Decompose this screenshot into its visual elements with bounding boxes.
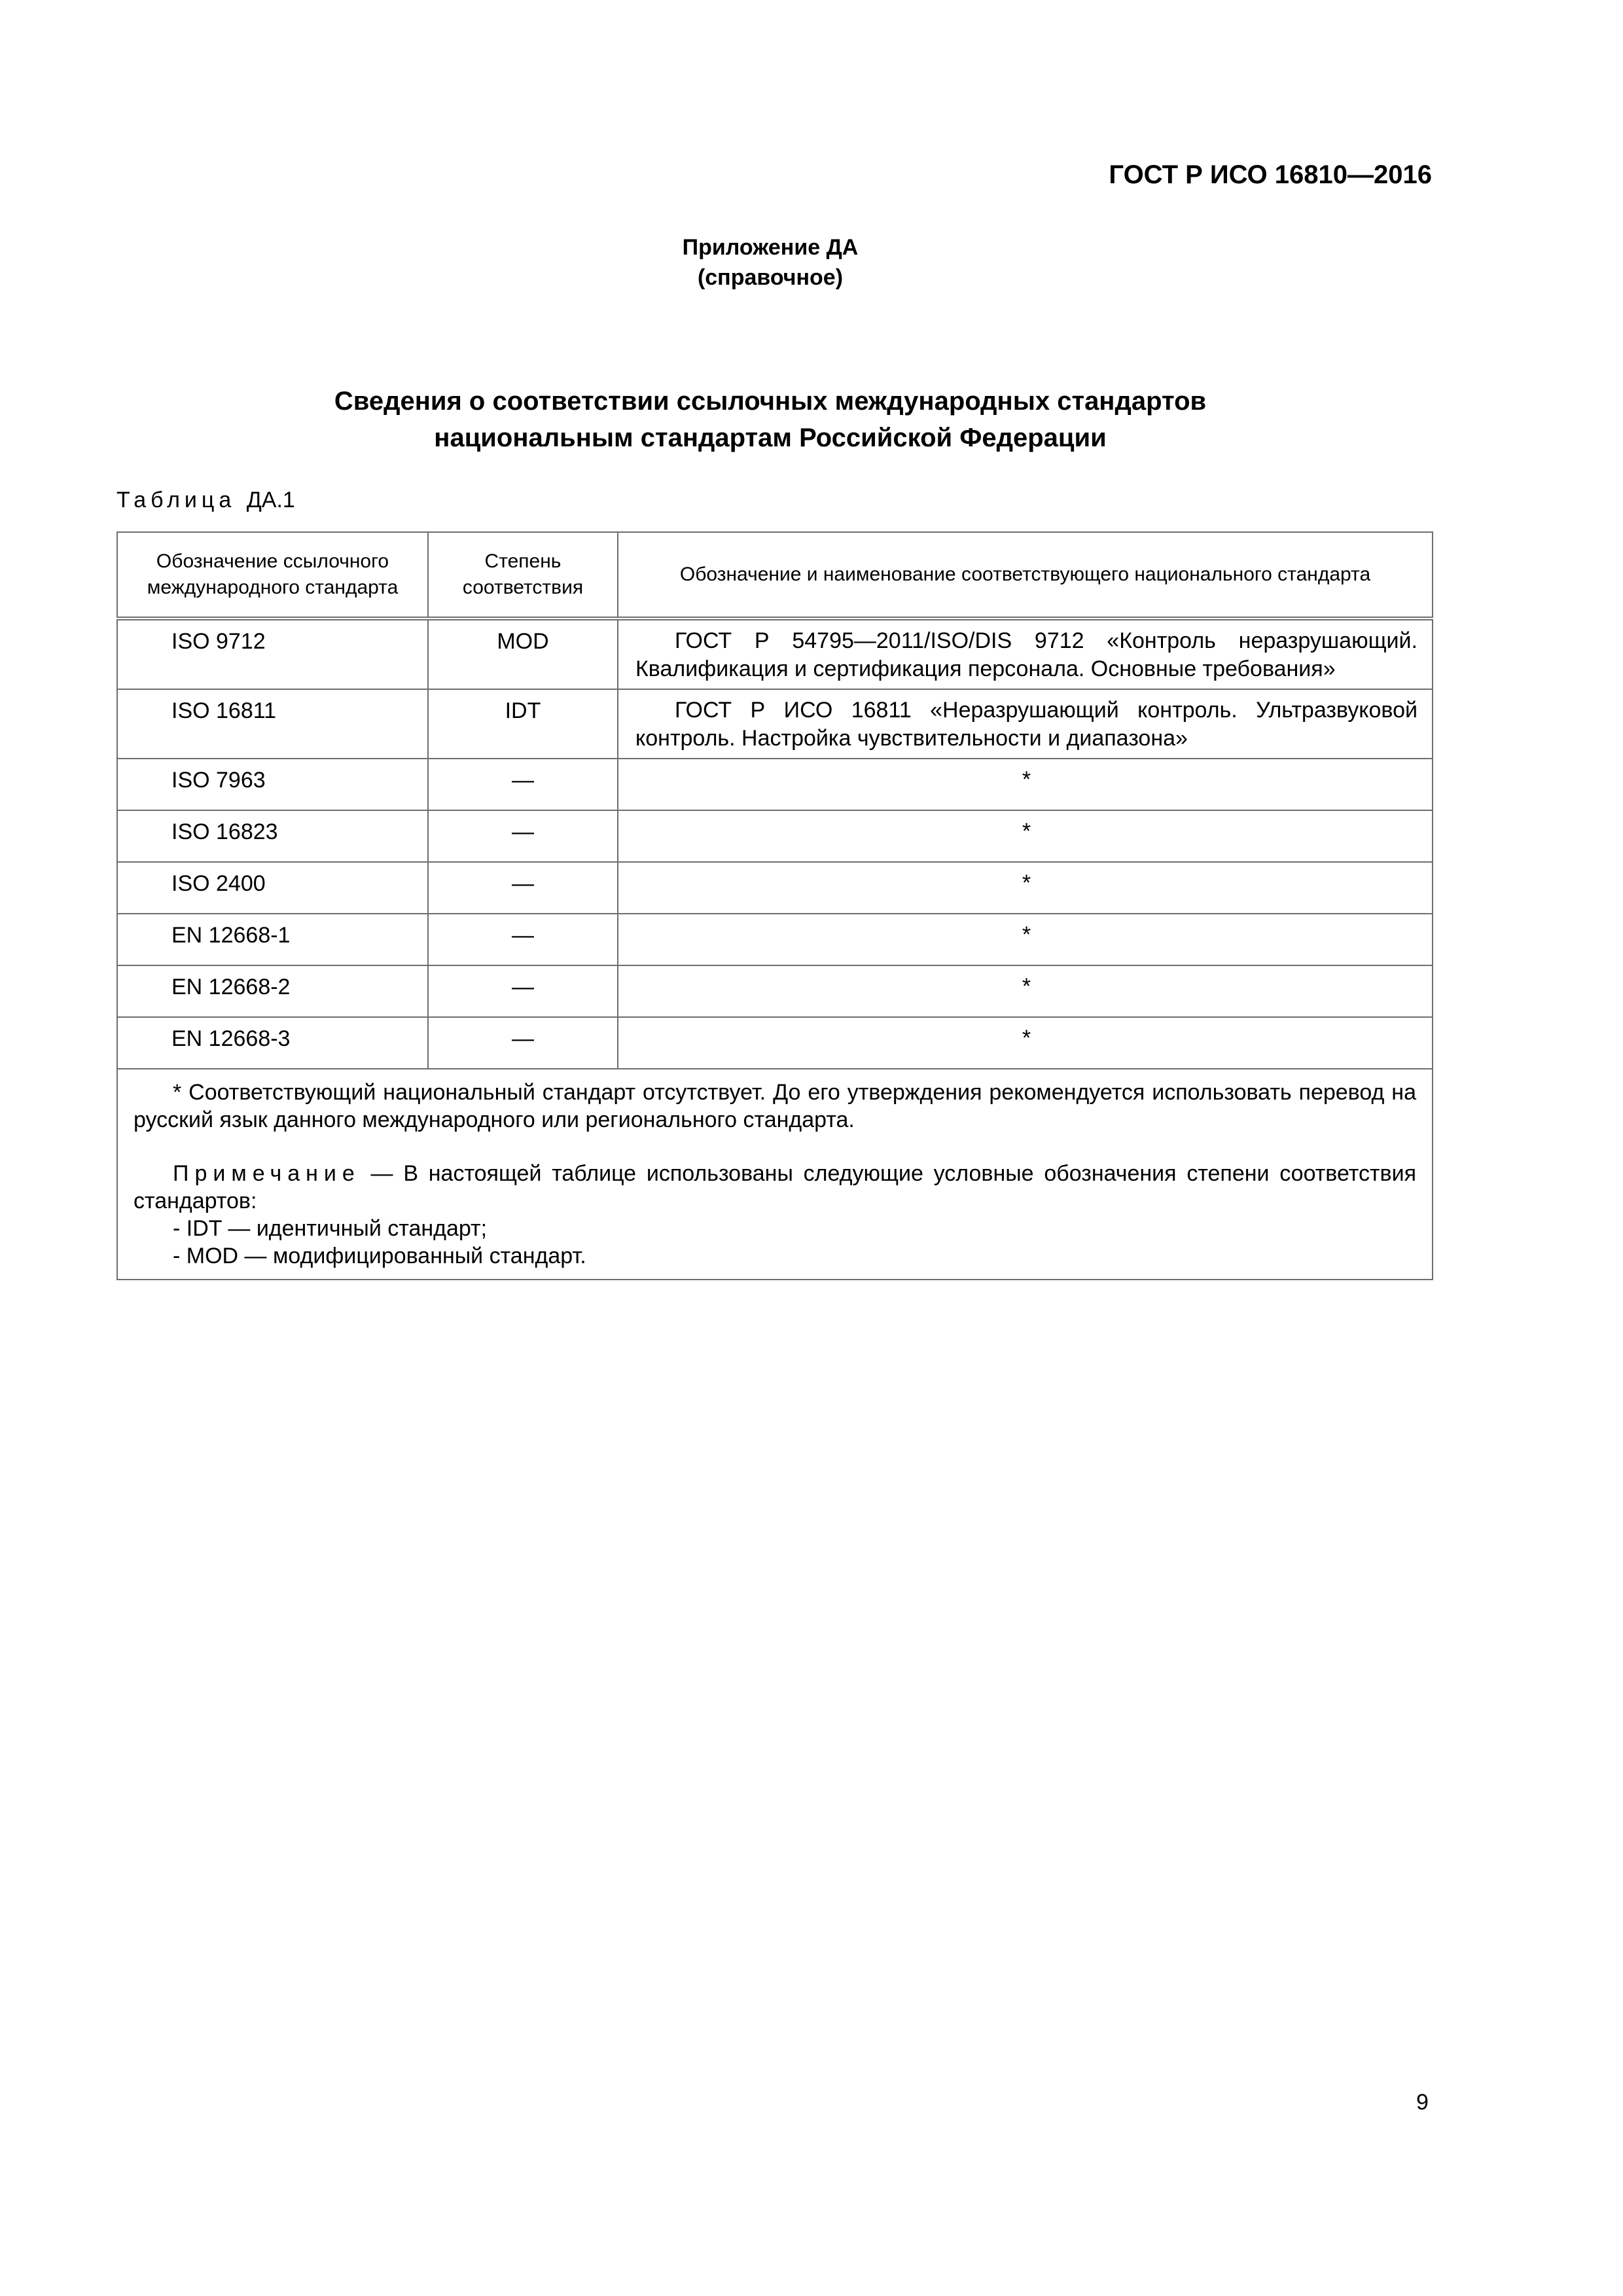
- degree-cell: —: [428, 965, 618, 1017]
- reference-cell: ISO 16811: [117, 689, 428, 759]
- table-row: [117, 965, 1433, 1017]
- section-title-line-1: Сведения о соответствии ссылочных международных стандартов: [334, 387, 1207, 416]
- appendix-title: Приложение ДА: [682, 235, 859, 260]
- note-text: — В настоящей таблице использованы следующие условные обозначения степени соответствия стандартов:: [134, 1161, 1416, 1213]
- reference-cell: ISO 9712: [117, 619, 428, 689]
- table-label-number: ДА.1: [246, 488, 295, 512]
- note-item-idt: [134, 1215, 1416, 1242]
- degree-cell: —: [428, 810, 618, 862]
- national-standard-text: ГОСТ Р 54795—2011/ISO/DIS 9712 «Контроль неразрушающий. Квалификация и сертификация персонала. Основные требования»: [635, 628, 1418, 681]
- table-row: [117, 619, 1433, 689]
- table-row: [117, 759, 1433, 810]
- note-item-text: - IDT — идентичный стандарт;: [173, 1216, 488, 1241]
- table-header-row: [117, 532, 1433, 619]
- degree-cell: —: [428, 862, 618, 914]
- table-row: [117, 914, 1433, 965]
- note-item-mod: [134, 1242, 1416, 1270]
- national-standard-cell: *: [618, 759, 1433, 810]
- note: [134, 1160, 1416, 1215]
- reference-cell: EN 12668-2: [117, 965, 428, 1017]
- appendix-heading: [0, 232, 1541, 293]
- reference-cell: EN 12668-3: [117, 1017, 428, 1069]
- note-label: Примечание: [173, 1161, 361, 1186]
- table-label-prefix: Таблица: [116, 488, 236, 512]
- table-row: [117, 689, 1433, 759]
- national-standard-cell: *: [618, 1017, 1433, 1069]
- table-row: [117, 810, 1433, 862]
- national-standard-cell: *: [618, 810, 1433, 862]
- national-standard-cell: [618, 689, 1433, 759]
- document-code: ГОСТ Р ИСО 16810—2016: [1109, 160, 1432, 189]
- degree-cell: —: [428, 1017, 618, 1069]
- table-footer-row: [117, 1069, 1433, 1280]
- table-footer: [117, 1069, 1433, 1280]
- column-header-degree: Степень соответствия: [428, 532, 618, 619]
- reference-cell: ISO 7963: [117, 759, 428, 810]
- degree-cell: —: [428, 759, 618, 810]
- degree-cell: —: [428, 914, 618, 965]
- section-title-line-2: национальным стандартам Российской Федерации: [434, 423, 1107, 452]
- note-item-text: - MOD — модифицированный стандарт.: [173, 1244, 586, 1268]
- section-title: [0, 383, 1541, 456]
- table-row: [117, 1017, 1433, 1069]
- degree-cell: MOD: [428, 619, 618, 689]
- reference-cell: ISO 16823: [117, 810, 428, 862]
- reference-cell: EN 12668-1: [117, 914, 428, 965]
- national-standard-text: ГОСТ Р ИСО 16811 «Неразрушающий контроль. Ультразвуковой контроль. Настройка чувствительности и диапазона»: [635, 698, 1418, 751]
- national-standard-cell: *: [618, 914, 1433, 965]
- national-standard-cell: *: [618, 862, 1433, 914]
- appendix-subtitle: (справочное): [697, 265, 844, 290]
- column-header-reference: Обозначение ссылочного международного стандарта: [117, 532, 428, 619]
- table-label: [116, 488, 295, 513]
- table-row: [117, 862, 1433, 914]
- national-standard-cell: *: [618, 965, 1433, 1017]
- column-header-national: Обозначение и наименование соответствующего национального стандарта: [618, 532, 1433, 619]
- footnote: [134, 1079, 1416, 1134]
- footnote-text: * Соответствующий национальный стандарт отсутствует. До его утверждения рекомендуется использовать перевод на русский язык данного международного или регионального стандарта.: [134, 1080, 1416, 1132]
- page-number: 9: [1416, 2090, 1429, 2115]
- standards-table: [116, 531, 1433, 1280]
- national-standard-cell: [618, 619, 1433, 689]
- degree-cell: IDT: [428, 689, 618, 759]
- reference-cell: ISO 2400: [117, 862, 428, 914]
